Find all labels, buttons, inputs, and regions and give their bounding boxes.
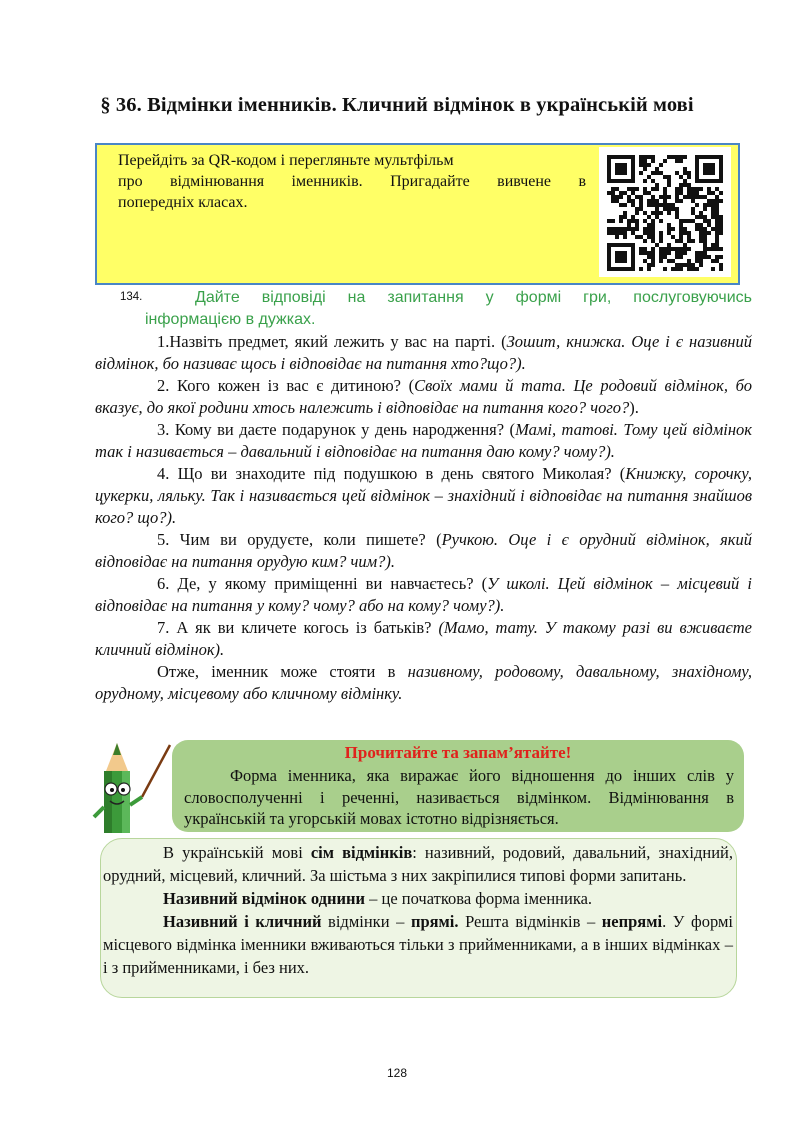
remember-heading: Прочитайте та запам’ятайте!: [344, 743, 572, 762]
rule-text: [103, 841, 733, 979]
qr-info-text: [118, 150, 586, 213]
rule-paragraph: Називний і кличний відмінки – прямі. Решта відмінків – непрямі. У формі місцевого відмінка іменники вживаються тільки з прийменниками, а в інших відмінках – і з прийменниками, і без них.: [103, 912, 733, 977]
list-item: 4. Що ви знаходите під подушкою в день святого Миколая? (Книжку, сорочку, цукерки, ляльку. Так і називається цей відмінок – знахідний і відповідає на питання знайшов кого? що?).: [95, 464, 752, 527]
exercise-number: 134.: [120, 291, 143, 303]
qr-info-box: [95, 143, 740, 285]
list-item: 5. Чим ви орудуєте, коли пишете? (Ручкою. Оце і є орудний відмінок, який відповідає на питання орудую ким? чим?).: [95, 530, 753, 571]
remember-text: Форма іменника, яка виражає його відношення до інших слів у словосполученні і реченні, називається відмінком. Відмінювання в українській та угорській мовах істотно відрізняється.: [184, 766, 734, 828]
exercise-task-line1: Дайте відповіді на запитання у формі гри, послуговуючись: [195, 289, 752, 306]
pencil-teacher-icon: [92, 737, 174, 837]
rule-paragraph: В українській мові сім відмінків: називний, родовий, давальний, знахідний, орудний, місцевий, кличний. За шістьма з них закріпилися типові форми запитань.: [103, 843, 733, 885]
list-item: 1.Назвіть предмет, який лежить у вас на парті. (Зошит, книжка. Оце і є називний відмінок, бо називає щось і відповідає на питання хто?що?).: [95, 332, 752, 373]
rule-box: [100, 838, 737, 998]
exercise-items: [95, 331, 752, 705]
qr-info-line2: про відмінювання іменників. Пригадайте вивчене в: [118, 173, 586, 190]
list-item: 2. Кого кожен із вас є дитиною? (Своїх мами й тата. Це родовий відмінок, бо вказує, до якої родини хтось належить і відповідає на питання кого? чого?).: [95, 376, 752, 417]
qr-info-line1: Перейдіть за QR-кодом і перегляньте мультфільм: [118, 152, 454, 169]
list-item: 6. Де, у якому приміщенні ви навчаєтесь? (У школі. Цей відмінок – місцевий і відповідає на питання у кому? чому? або на кому? чому?).: [95, 574, 752, 615]
exercise-task: [145, 287, 752, 331]
rule-paragraph: Називний відмінок однини – це початкова форма іменника.: [163, 889, 593, 908]
remember-box: [172, 740, 744, 832]
page-number: 128: [386, 1066, 408, 1080]
conclusion: Отже, іменник може стояти в називному, родовому, давальному, знахідному, орудному, місцевому або кличному відмінку.: [95, 662, 752, 703]
qr-code-icon[interactable]: [599, 147, 731, 277]
qr-info-line3: попередніх класах.: [118, 194, 248, 211]
page-title: § 36. Відмінки іменників. Кличний відмінок в українській мові: [100, 94, 694, 116]
list-item: 3. Кому ви даєте подарунок у день народження? (Мамі, татові. Тому цей відмінок так і називається – давальний і відповідає на питання даю кому? чому?).: [95, 420, 752, 461]
exercise-task-line2: інформацією в дужках.: [145, 311, 316, 328]
list-item: 7. А як ви кличете когось із батьків? (Мамо, тату. У такому разі ви вживаєте кличний відмінок).: [95, 618, 752, 659]
